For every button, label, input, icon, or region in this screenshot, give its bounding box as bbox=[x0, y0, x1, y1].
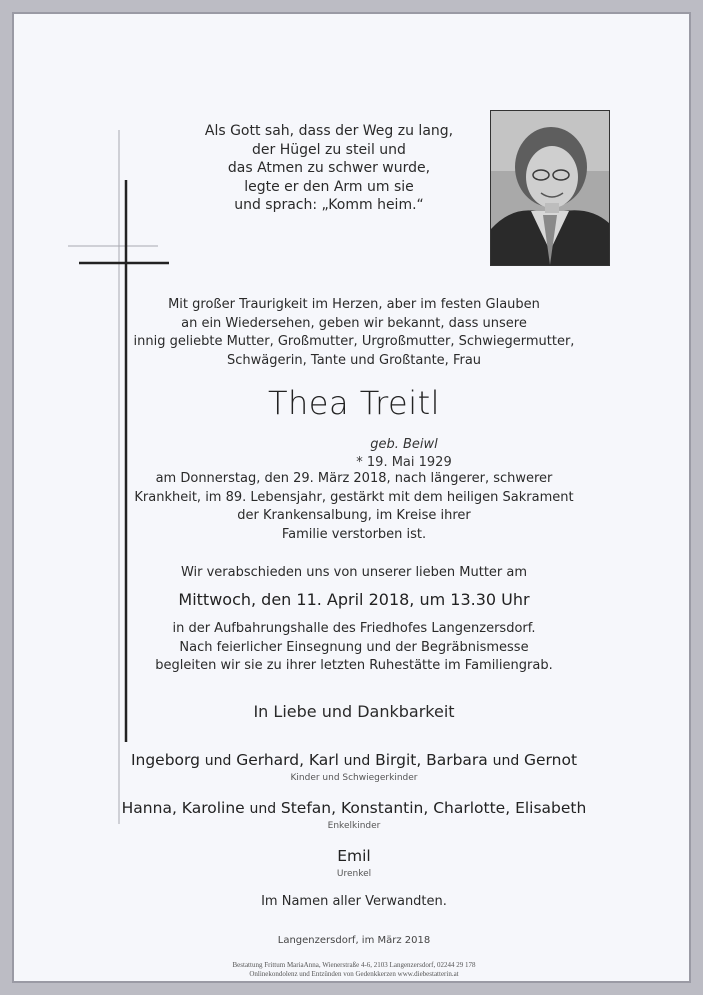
death-notice bbox=[114, 470, 594, 544]
great-grandchildren-names bbox=[94, 847, 614, 865]
ceremony-place-line: begleiten wir sie zu ihrer letzten Ruhestätte im Familiengrab. bbox=[155, 658, 553, 673]
grandchildren-names bbox=[94, 799, 614, 817]
deceased-name: Thea Treitl bbox=[267, 384, 441, 422]
great-grandchildren-label: Urenkel bbox=[336, 869, 372, 879]
family-name: Birgit, bbox=[375, 751, 422, 769]
family-name: Gerhard, bbox=[236, 751, 305, 769]
family-conjunction: und bbox=[343, 753, 371, 769]
funeral-home-line: Bestattung Frittum MariaAnna, Wienerstraße 4-6, 2103 Langenzersdorf, 02244 29 178 bbox=[232, 961, 476, 969]
children-label: Kinder und Schwiegerkinder bbox=[290, 773, 418, 783]
family-name: Barbara bbox=[426, 751, 488, 769]
ceremony-place bbox=[114, 620, 594, 676]
poem-line: und sprach: „Komm heim.“ bbox=[234, 197, 424, 213]
intro-line: Schwägerin, Tante und Großtante, Frau bbox=[226, 352, 482, 368]
intro-line: Mit großer Traurigkeit im Herzen, aber im festen Glauben bbox=[168, 297, 540, 312]
maiden-name: geb. Beiwl bbox=[370, 437, 438, 452]
grandchildren-label: Enkelkinder bbox=[327, 821, 381, 831]
death-notice-line: der Krankensalbung, im Kreise ihrer bbox=[237, 508, 471, 523]
closing-text: Im Namen aller Verwandten. bbox=[261, 894, 447, 909]
children-names bbox=[94, 751, 614, 769]
portrait-image bbox=[491, 111, 609, 265]
family-conjunction: und bbox=[492, 753, 520, 769]
family-name: Ingeborg bbox=[130, 751, 200, 769]
intro-text bbox=[114, 296, 594, 370]
death-notice-line: Krankheit, im 89. Lebensjahr, gestärkt mit dem heiligen Sakrament bbox=[134, 489, 574, 505]
death-notice-line: am Donnerstag, den 29. März 2018, nach längerer, schwerer bbox=[155, 471, 553, 486]
birth-date: * 19. Mai 1929 bbox=[356, 455, 452, 470]
poem-line: der Hügel zu steil und bbox=[252, 141, 406, 158]
farewell-text: Wir verabschieden uns von unserer lieben Mutter am bbox=[180, 565, 528, 580]
family-name: Emil bbox=[337, 847, 371, 865]
ceremony-place-line: in der Aufbahrungshalle des Friedhofes Langenzersdorf. bbox=[172, 621, 536, 636]
ceremony-date: Mittwoch, den 11. April 2018, um 13.30 Uhr bbox=[178, 590, 530, 609]
family-name: Hanna, Karoline bbox=[121, 799, 245, 817]
family-conjunction: und bbox=[249, 801, 277, 817]
family-name: Karl bbox=[308, 751, 339, 769]
family-name: Gernot bbox=[524, 751, 578, 769]
poem bbox=[194, 122, 464, 215]
poem-line: Als Gott sah, dass der Weg zu lang, bbox=[204, 123, 454, 139]
obituary-page bbox=[12, 12, 691, 983]
love-gratitude: In Liebe und Dankbarkeit bbox=[253, 702, 455, 721]
poem-line: das Atmen zu schwer wurde, bbox=[227, 160, 431, 176]
intro-line: an ein Wiedersehen, geben wir bekannt, dass unsere bbox=[181, 315, 527, 331]
portrait-photo bbox=[490, 110, 610, 266]
family-conjunction: und bbox=[204, 753, 232, 769]
death-notice-line: Familie verstorben ist. bbox=[281, 526, 427, 542]
location-date: Langenzersdorf, im März 2018 bbox=[277, 935, 431, 946]
intro-line: innig geliebte Mutter, Großmutter, Urgroßmutter, Schwiegermutter, bbox=[133, 334, 575, 349]
poem-line: legte er den Arm um sie bbox=[244, 178, 414, 195]
condolence-line: Onlinekondolenz und Entzünden von Gedenkkerzen www.diebestatterin.at bbox=[249, 970, 459, 978]
ceremony-place-line: Nach feierlicher Einsegnung und der Begräbnismesse bbox=[179, 639, 529, 655]
family-name: Stefan, Konstantin, Charlotte, Elisabeth bbox=[280, 799, 587, 817]
